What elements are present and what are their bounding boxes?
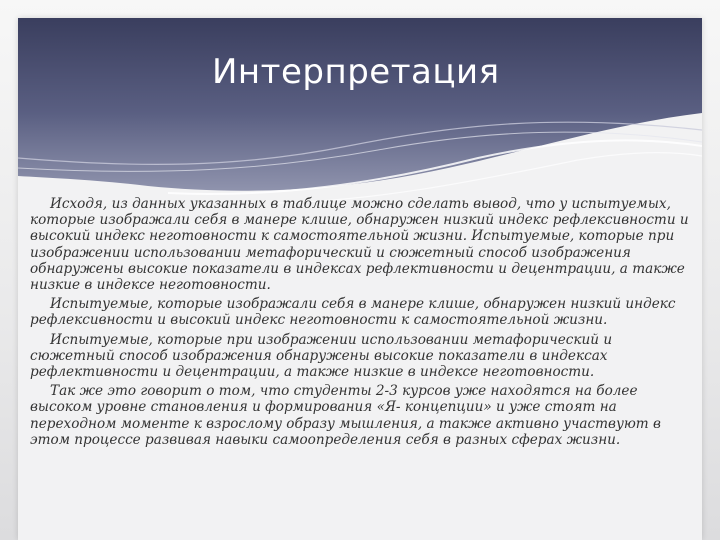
paragraph-4: Так же это говорит о том, что студенты 2-3 курсов уже находятся на более высоком уровне становления и формирования «Я- концепции» и уже стоят на переходном моменте к взрослому образу мышления, а также активно участвуют в этом процессе развивая навыки самоопределения себя в разных сферах жизни. <box>30 383 661 448</box>
body-text <box>30 196 698 448</box>
paragraph-1: Исходя, из данных указанных в таблице можно сделать вывод, что у испытуемых, которые изображали себя в манере клише, обнаружен низкий индекс рефлексивности и высокий индекс неготовности к самостоятельной жизни. Испытуемые, которые при изображении использовании метафорический и сюжетный способ изображения обнаружены высокие показатели в индексах рефлективности и децентрации, а также низкие в индексе неготовности. <box>30 196 689 294</box>
paragraph-3: Испытуемые, которые при изображении использовании метафорический и сюжетный способ изображения обнаружены высокие показатели в индексах рефлективности и децентрации, а также низкие в индексе неготовности. <box>30 331 613 381</box>
header-wave-banner <box>18 18 702 208</box>
slide-title: Интерпретация <box>212 52 500 92</box>
paragraph-2: Испытуемые, которые изображали себя в манере клише, обнаружен низкий индекс рефлексивности и высокий индекс неготовности к самостоятельной жизни. <box>30 296 676 329</box>
